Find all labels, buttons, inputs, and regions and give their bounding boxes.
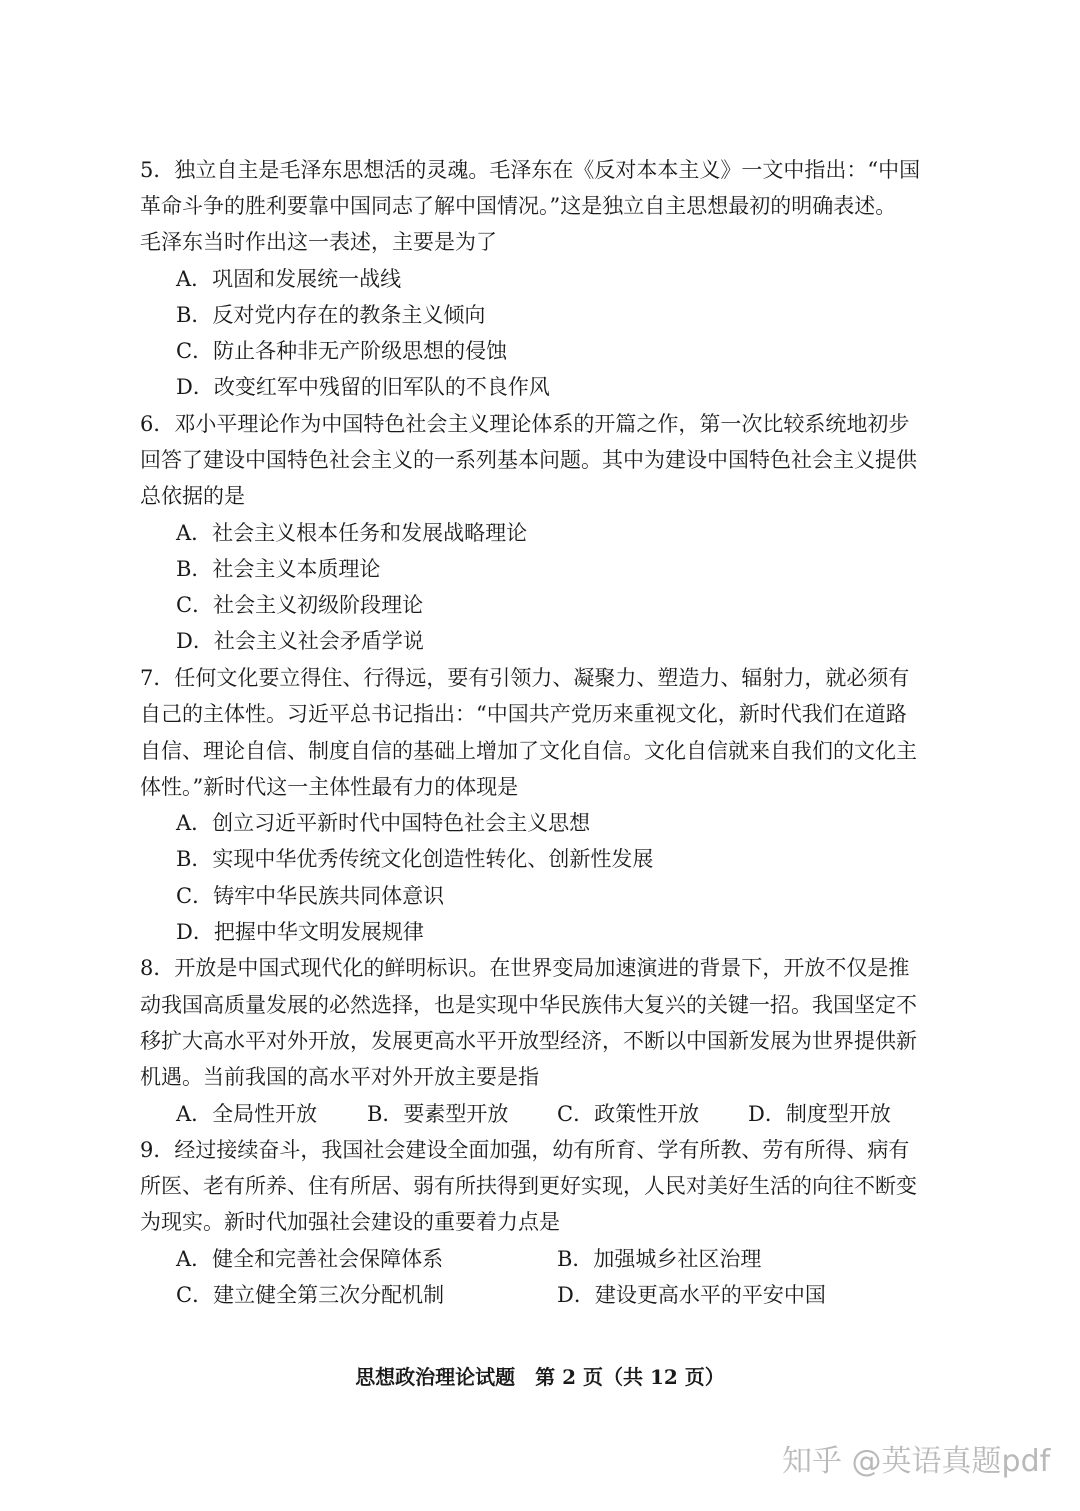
q7-option-a: A．创立习近平新时代中国特色社会主义思想 <box>176 811 591 835</box>
q6-stem-line-1: 6．邓小平理论作为中国特色社会主义理论体系的开篇之作，第一次比较系统地初步 <box>140 412 910 436</box>
q8-option-d: D．制度型开放 <box>748 1102 891 1126</box>
q5-stem-line-3: 毛泽东当时作出这一表述，主要是为了 <box>140 230 497 254</box>
q6-option-a: A．社会主义根本任务和发展战略理论 <box>176 521 528 545</box>
page-footer: 思想政治理论试题 第 2 页（共 12 页） <box>355 1365 725 1389</box>
q6-stem-line-3: 总依据的是 <box>140 484 245 508</box>
q5-stem-line-1: 5．独立自主是毛泽东思想活的灵魂。毛泽东在《反对本本主义》一文中指出：“中国 <box>140 158 921 182</box>
q9-option-b: B．加强城乡社区治理 <box>557 1247 762 1271</box>
q9-option-c: C．建立健全第三次分配机制 <box>176 1283 445 1307</box>
q8-option-a: A．全局性开放 <box>176 1102 318 1126</box>
q7-option-c: C．铸牢中华民族共同体意识 <box>176 884 445 908</box>
q8-stem-line-3: 移扩大高水平对外开放，发展更高水平开放型经济，不断以中国新发展为世界提供新 <box>140 1029 917 1053</box>
q8-stem-line-2: 动我国高质量发展的必然选择，也是实现中华民族伟大复兴的关键一招。我国坚定不 <box>140 993 917 1017</box>
q6-option-b: B．社会主义本质理论 <box>176 557 381 581</box>
q7-stem-line-4: 体性。”新时代这一主体性最有力的体现是 <box>140 775 519 799</box>
q8-option-b: B．要素型开放 <box>367 1102 509 1126</box>
q7-stem-line-1: 7．任何文化要立得住、行得远，要有引领力、凝聚力、塑造力、辐射力，就必须有 <box>140 666 910 690</box>
q9-option-a: A．健全和完善社会保障体系 <box>176 1247 444 1271</box>
q9-stem-line-1: 9．经过接续奋斗，我国社会建设全面加强，幼有所育、学有所教、劳有所得、病有 <box>140 1138 910 1162</box>
q7-option-d: D．把握中华文明发展规律 <box>176 920 424 944</box>
q5-option-a: A．巩固和发展统一战线 <box>176 267 402 291</box>
q9-stem-line-2: 所医、老有所养、住有所居、弱有所扶得到更好实现，人民对美好生活的向往不断变 <box>140 1174 917 1198</box>
q9-option-d: D．建设更高水平的平安中国 <box>557 1283 826 1307</box>
q6-option-d: D．社会主义社会矛盾学说 <box>176 629 424 653</box>
q5-option-b: B．反对党内存在的教条主义倾向 <box>176 303 486 327</box>
q5-option-d: D．改变红军中残留的旧军队的不良作风 <box>176 375 550 399</box>
q9-stem-line-3: 为现实。新时代加强社会建设的重要着力点是 <box>140 1210 560 1234</box>
q8-option-c: C．政策性开放 <box>557 1102 700 1126</box>
q7-option-b: B．实现中华优秀传统文化创造性转化、创新性发展 <box>176 847 654 871</box>
q5-stem-line-2: 革命斗争的胜利要靠中国同志了解中国情况。”这是独立自主思想最初的明确表述。 <box>140 194 897 218</box>
q6-option-c: C．社会主义初级阶段理论 <box>176 593 424 617</box>
q7-stem-line-3: 自信、理论自信、制度自信的基础上增加了文化自信。文化自信就来自我们的文化主 <box>140 739 917 763</box>
q7-stem-line-2: 自己的主体性。习近平总书记指出：“中国共产党历来重视文化，新时代我们在道路 <box>140 702 907 726</box>
watermark: 知乎 @英语真题pdf <box>782 1444 1051 1479</box>
q6-stem-line-2: 回答了建设中国特色社会主义的一系列基本问题。其中为建设中国特色社会主义提供 <box>140 448 917 472</box>
q8-stem-line-1: 8．开放是中国式现代化的鲜明标识。在世界变局加速演进的背景下，开放不仅是推 <box>140 956 910 980</box>
q8-stem-line-4: 机遇。当前我国的高水平对外开放主要是指 <box>140 1065 539 1089</box>
q5-option-c: C．防止各种非无产阶级思想的侵蚀 <box>176 339 508 363</box>
